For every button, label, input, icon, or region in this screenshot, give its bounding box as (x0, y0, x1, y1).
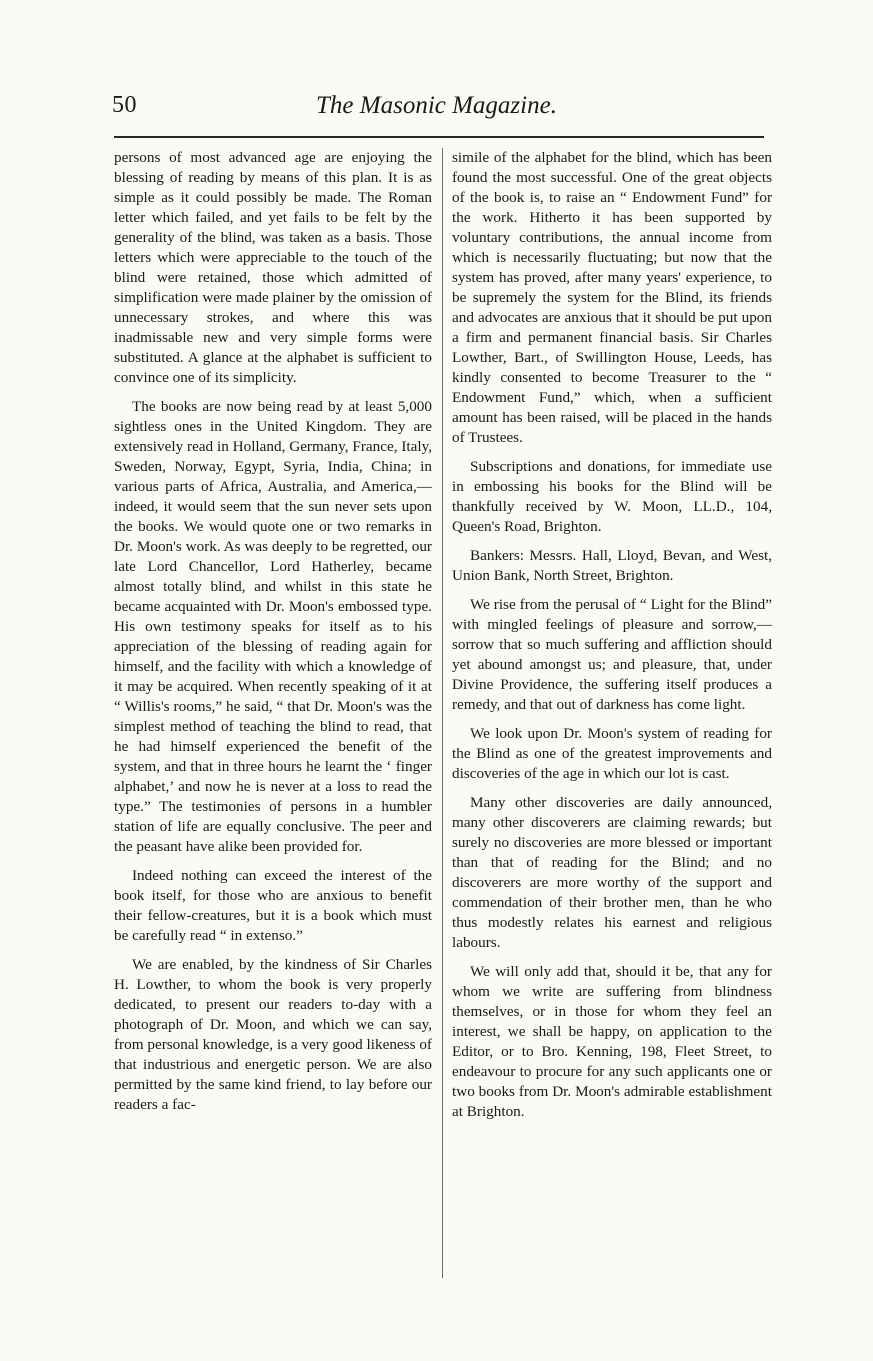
paragraph: Many other discoveries are daily announced, many other discoverers are claiming rewards; but surely no discoveries are more blessed or important than that of reading for the Blind; and no discoverers are more worthy of the support and commendation of their brother men, than he who thus modestly relates his earnest and religious labours. (452, 794, 772, 951)
paragraph: Subscriptions and donations, for immediate use in embossing his books for the Blind will be thankfully received by W. Moon, LL.D., 104, Queen's Road, Brighton. (452, 458, 772, 535)
paragraph: The books are now being read by at least 5,000 sightless ones in the United Kingdom. They are extensively read in Holland, Germany, France, Italy, Sweden, Norway, Egypt, Syria, India, China; in various parts of Africa, Australia, and America,—indeed, it would seem that the sun never sets upon the books. We would quote one or two remarks in Dr. Moon's work. As was deeply to be regretted, our late Lord Chancellor, Lord Hatherley, became almost totally blind, and whilst in this state he became acquainted with Dr. Moon's embossed type. His own testimony speaks for itself as to his appreciation of the blessing of reading again for himself, and the facility with which a knowledge of it may be acquired. When recently speaking of it at “ Willis's rooms,” he said, “ that Dr. Moon's was the simplest method of teaching the blind to read, that he had himself experienced the benefit of the system, and that in three hours he learnt the ‘ finger alphabet,’ and now he is never at a loss to read the type.” The testimonies of persons in a humbler station of life are equally conclusive. The peer and the peasant have alike been provided for. (114, 398, 432, 855)
paragraph: Bankers: Messrs. Hall, Lloyd, Bevan, and West, Union Bank, North Street, Brighton. (452, 547, 772, 584)
header-rule (114, 136, 764, 138)
paragraph: We look upon Dr. Moon's system of reading for the Blind as one of the greatest improvements and discoveries of the age in which our lot is cast. (452, 725, 772, 782)
paragraph: We rise from the perusal of “ Light for the Blind” with mingled feelings of pleasure and sorrow,—sorrow that so much suffering and affliction should yet abound amongst us; and pleasure, that, under Divine Providence, the suffering itself produces a remedy, and that out of darkness has come light. (452, 596, 772, 713)
paragraph: persons of most advanced age are enjoying the blessing of reading by means of this plan. It is as simple as it could possibly be made. The Roman letter which failed, and yet fails to be felt by the generality of the blind, was taken as a basis. Those letters which were appreciable to the touch of the blind were retained, those which admitted of simplification were made plainer by the omission of unnecessary strokes, and where this was inadmissable new and very simple forms were substituted. A glance at the alphabet is sufficient to convince one of its simplicity. (114, 149, 432, 386)
right-column (452, 148, 772, 1131)
paragraph: We are enabled, by the kindness of Sir Charles H. Lowther, to whom the book is very properly dedicated, to present our readers to-day with a photograph of Dr. Moon, and which we can say, from personal knowledge, is a very good likeness of that industrious and energetic person. We are also permitted by the same kind friend, to lay before our readers a fac- (114, 956, 432, 1113)
page-number: 50 (112, 92, 137, 118)
paragraph: We will only add that, should it be, that any for whom we write are suffering from blindness themselves, or in those for whom they feel an interest, we shall be happy, on application to the Editor, or to Bro. Kenning, 198, Fleet Street, to endeavour to procure for any such applicants one or two books from Dr. Moon's admirable establishment at Brighton. (452, 963, 772, 1120)
running-head: The Masonic Magazine. (316, 92, 557, 119)
left-column (114, 148, 432, 1124)
column-divider (442, 148, 443, 1278)
paragraph: Indeed nothing can exceed the interest of the book itself, for those who are anxious to benefit their fellow-creatures, but it is a book which must be carefully read “ in extenso.” (114, 867, 432, 944)
paragraph: simile of the alphabet for the blind, which has been found the most successful. One of the great objects of the book is, to raise an “ Endowment Fund” for the work. Hitherto it has been supported by voluntary contributions, the annual income from which is necessarily fluctuating; but now that the system has proved, after many years' experience, to be supremely the system for the Blind, its friends and advocates are anxious that it should be put upon a firm and permanent financial basis. Sir Charles Lowther, Bart., of Swillington House, Leeds, has kindly consented to become Treasurer to the “ Endowment Fund,” which, when a sufficient amount has been raised, will be placed in the hands of Trustees. (452, 149, 772, 446)
